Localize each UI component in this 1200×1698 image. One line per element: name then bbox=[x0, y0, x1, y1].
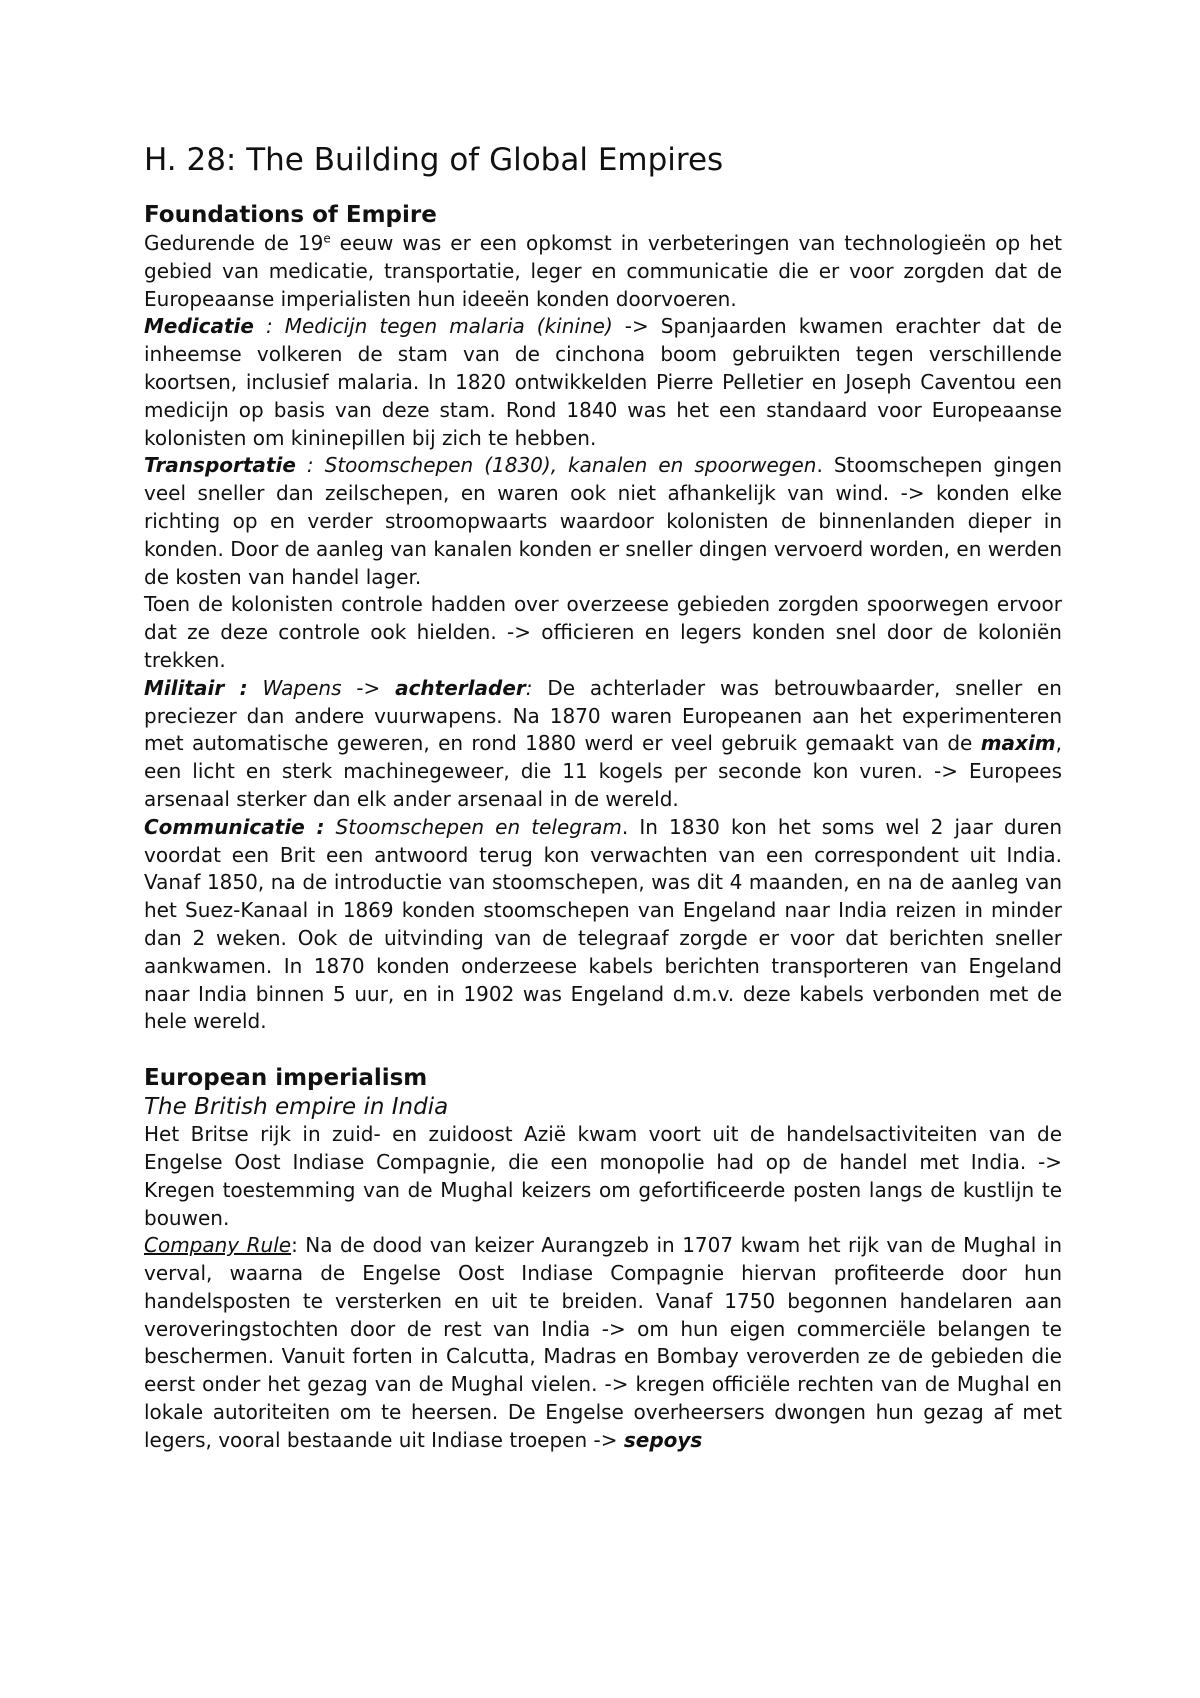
intro-superscript: e bbox=[323, 231, 331, 246]
militair-colon: : bbox=[525, 675, 533, 700]
militair-paragraph bbox=[144, 675, 1062, 814]
militair-term-maxim: maxim bbox=[980, 731, 1056, 756]
subheading-british-empire-india: The British empire in India bbox=[144, 1094, 449, 1121]
document-page bbox=[144, 140, 1062, 1455]
militair-topic: Wapens -> bbox=[247, 675, 396, 700]
medicatie-sep: : bbox=[253, 314, 285, 339]
company-rule-text: : Na de dood van keizer Aurangzeb in 1707 kwam het rijk van de Mughal in verval, waarna de Engelse Oost Indiase Compagnie hiervan profiteerde door hun handelsposten te versterken en uit te breiden. Vanaf 1750 begonnen handelaren aan veroveringstochten door de rest van India -> om hun eigen commerciële belangen te beschermen. Vanuit forten in Calcutta, Madras en Bombay veroverden ze de gebieden die eerst onder het gezag van de Mughal vielen. -> kregen officiële rechten van de Mughal en lokale autoriteiten om te heersen. De Engelse overheersers dwongen hun gezag af met legers, vooral bestaande uit Indiase troepen -> bbox=[144, 1233, 1062, 1452]
company-rule-term-sepoys: sepoys bbox=[623, 1427, 703, 1452]
communicatie-text: . In 1830 kon het soms wel 2 jaar duren voordat een Brit een antwoord terug kon verwachten van een correspondent uit India. Vanaf 1850, na de introductie van stoomschepen, was dit 4 maanden, en na de aanleg van het Suez-Kanaal in 1869 konden stoomschepen van Engeland naar India reizen in minder dan 2 weken. Ook de uitvinding van de telegraaf zorgde er voor dat berichten sneller aankwamen. In 1870 konden onderzeese kabels berichten transporteren van Engeland naar India binnen 5 uur, en in 1902 was Engeland d.m.v. deze kabels verbonden met de hele wereld. bbox=[144, 814, 1062, 1034]
section-heading-european-imperialism: European imperialism bbox=[144, 1065, 428, 1092]
transportatie-text: . Stoomschepen gingen veel sneller dan zeilschepen, en waren ook niet afhankelijk van wind. -> konden elke richting op en verder stroomopwaarts waardoor kolonisten de binnenlanden dieper in konden. Door de aanleg van kanalen konden er sneller dingen vervoerd worden, en werden de kosten van handel lager. bbox=[144, 453, 1062, 589]
militair-text-2: , een licht en sterk machinegeweer, die 11 kogels per seconde kon vuren. -> Europees arsenaal sterker dan elk ander arsenaal in de wereld. bbox=[144, 731, 1062, 811]
medicatie-text: -> Spanjaarden kwamen erachter dat de inheemse volkeren de stam van de cinchona boom gebruikten tegen verschillende koortsen, inclusief malaria. In 1820 ontwikkelden Pierre Pelletier en Joseph Caventou een medicijn op basis van deze stam. Rond 1840 was het een standaard voor Europeaanse kolonisten om kininepillen bij zich te hebben. bbox=[144, 314, 1062, 450]
militair-term-achterlader: achterlader bbox=[395, 675, 526, 700]
transportatie-paragraph-2: Toen de kolonisten controle hadden over overzeese gebieden zorgden spoorwegen ervoor dat ze deze controle ook hielden. -> officieren en legers konden snel door de koloniën trekken. bbox=[144, 592, 1062, 672]
company-rule-paragraph bbox=[144, 1232, 1062, 1454]
transportatie-topic: Stoomschepen (1830), kanalen en spoorwegen bbox=[324, 453, 817, 478]
militair-label: Militair : bbox=[144, 675, 248, 700]
medicatie-topic: Medicijn tegen malaria (kinine) bbox=[284, 314, 613, 339]
intro-text-1: Gedurende de 19 bbox=[144, 231, 324, 255]
british-empire-paragraph: Het Britse rijk in zuid- en zuidoost Azië kwam voort uit de handelsactiviteiten van de Engelse Oost Indiase Compagnie, die een monopolie had op de handel met India. -> Kregen toestemming van de Mughal keizers om gefortificeerde posten langs de kustlijn te bouwen. bbox=[144, 1122, 1062, 1230]
company-rule-label: Company Rule bbox=[144, 1233, 292, 1258]
communicatie-paragraph bbox=[144, 814, 1062, 1036]
communicatie-topic: Stoomschepen en telegram bbox=[324, 814, 622, 839]
intro-text-2: eeuw was er een opkomst in verbeteringen van technologieën op het gebied van medicatie, transportatie, leger en communicatie die er voor zorgden dat de Europeaanse imperialisten hun ideeën konden doorvoeren. bbox=[144, 231, 1062, 311]
transportatie-label: Transportatie bbox=[144, 453, 296, 478]
section-spacer bbox=[144, 1036, 1062, 1063]
medicatie-paragraph bbox=[144, 313, 1062, 452]
transportatie-sep: : bbox=[295, 453, 325, 478]
communicatie-label: Communicatie : bbox=[144, 814, 325, 839]
medicatie-label: Medicatie bbox=[144, 314, 254, 339]
militair-text-1: De achterlader was betrouwbaarder, sneller en preciezer dan andere vuurwapens. Na 1870 waren Europeanen aan het experimenteren met automatische geweren, en rond 1880 werd er veel gebruik gemaakt van de bbox=[144, 675, 1062, 756]
section-heading-foundations: Foundations of Empire bbox=[144, 202, 437, 228]
document-title: H. 28: The Building of Global Empires bbox=[144, 142, 724, 178]
transportatie-paragraph bbox=[144, 452, 1062, 591]
intro-paragraph bbox=[144, 230, 1062, 313]
